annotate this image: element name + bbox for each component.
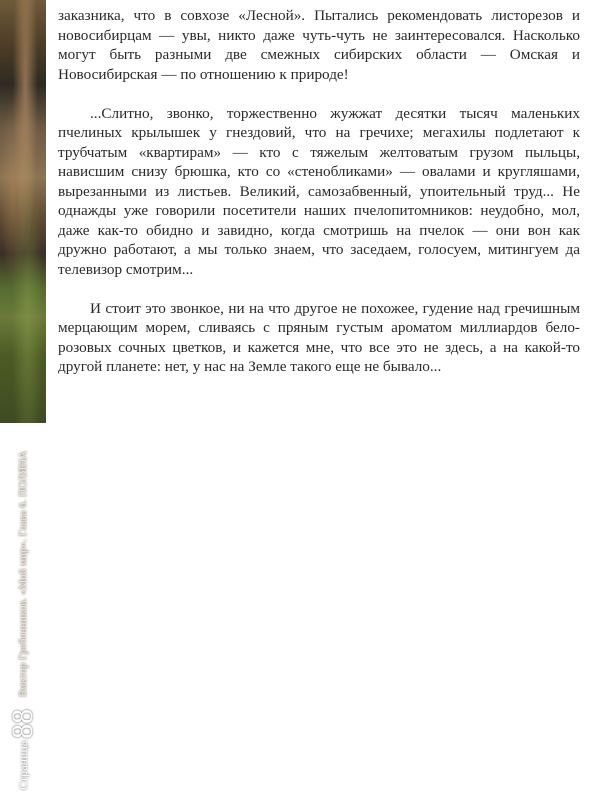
page-label: Страница (15, 740, 30, 790)
page-body (58, 6, 580, 377)
running-header: Виктор Гребенников. «Мой мир». Глава 6. ПОЛЯНА (17, 450, 29, 697)
paragraph-3: И стоит это звонкое, ни на что другое не похожее, гудение над гречишным мерцающим морем, сливаясь с пряным густым ароматом миллиардов бело-розовых сочных цветков, и кажется мне, что все это не здесь, а на какой-то другой планете: нет, у нас на Земле такого еще не бывало... (58, 299, 580, 375)
page-number: 88 (6, 708, 39, 739)
side-strip-text (0, 377, 46, 800)
paragraph-1: заказника, что в совхозе «Лесной». Пытались рекомендовать листорезов и новосибирцам — увы, никто даже чуть-чуть не заинтересовался. Насколько могут быть разными две смежных сибирских области — Омская и Новосибирская — по отношению к природе! (58, 7, 580, 83)
paragraph-2: ...Слитно, звонко, торжественно жужжат десятки тысяч маленьких пчелиных крылышек у гнездовий, что на гречихе; мегахилы подлетают к трубчатым «квартирам» — кто с тяжелым желтоватым грузом пыльцы, нависшим снизу брюшка, кто со «стенобликами» — овалами и кругляшами, вырезанными из листьев. Великий, самозабвенный, упоительный труд... Не однажды уже говорили посетители наших пчелопитомников: неудобно, мол, даже как-то обидно и завидно, когда смотришь на пчелок — они вон как дружно работают, а мы только знаем, что заседаем, голосуем, митингуем да телевизор смотрим... (58, 104, 580, 278)
side-photo-strip (0, 0, 46, 790)
